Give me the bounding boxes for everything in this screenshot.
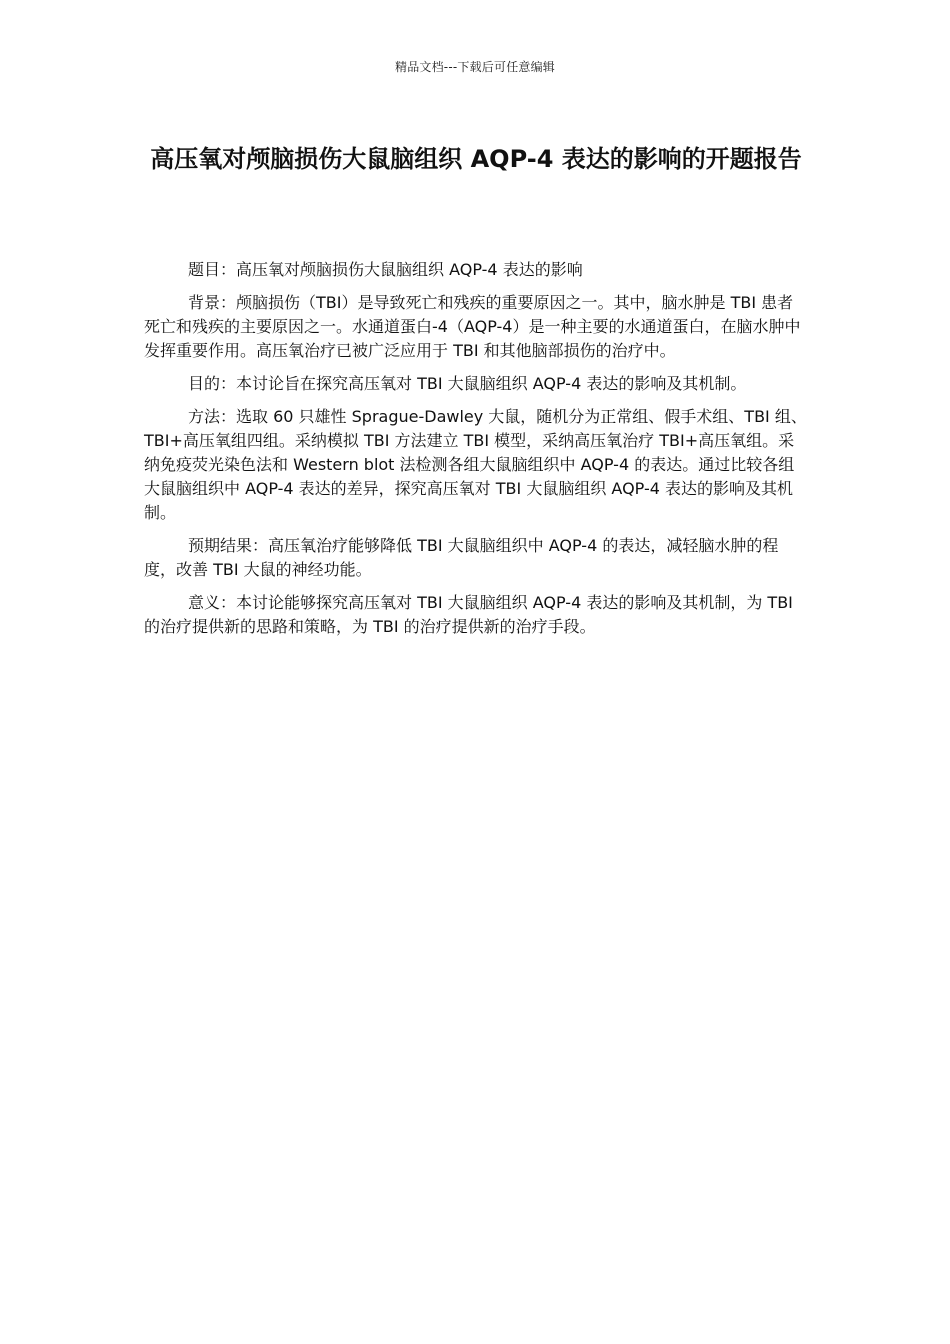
section-label: 题目： [188, 260, 237, 279]
document-body [144, 258, 808, 648]
section-purpose [144, 372, 808, 396]
section-text: 高压氧对颅脑损伤大鼠脑组织 AQP-4 表达的影响 [236, 260, 583, 279]
section-text: 颅脑损伤（TBI）是导致死亡和残疾的重要原因之一。其中，脑水肿是 TBI 患者死亡和残疾的主要原因之一。水通道蛋白-4（AQP-4）是一种主要的水通道蛋白，在脑水肿中发挥重要作用。高压氧治疗已被广泛应用于 TBI 和其他脑部损伤的治疗中。 [144, 293, 801, 360]
section-topic [144, 258, 808, 282]
section-label: 预期结果： [188, 536, 269, 555]
section-significance [144, 591, 808, 639]
section-expected-results [144, 534, 808, 582]
section-label: 背景： [188, 293, 237, 312]
header-note: 精品文档---下载后可任意编辑 [395, 60, 555, 74]
section-label: 方法： [188, 407, 237, 426]
document-title: 高压氧对颅脑损伤大鼠脑组织 AQP-4 表达的影响的开题报告 [150, 145, 802, 173]
section-label: 意义： [188, 593, 237, 612]
section-background [144, 291, 808, 363]
section-label: 目的： [188, 374, 237, 393]
section-methods [144, 405, 808, 525]
section-text: 本讨论旨在探究高压氧对 TBI 大鼠脑组织 AQP-4 表达的影响及其机制。 [236, 374, 747, 393]
section-text: 选取 60 只雄性 Sprague-Dawley 大鼠，随机分为正常组、假手术组、TBI 组、TBI+高压氧组四组。采纳模拟 TBI 方法建立 TBI 模型，采纳高压氧治疗 TBI+高压氧组。采纳免疫荧光染色法和 Western blot 法检测各组大鼠脑组织中 AQP-4 的表达。通过比较各组大鼠脑组织中 AQP-4 表达的差异，探究高压氧对 TBI 大鼠脑组织 AQP-4 表达的影响及其机制。 [144, 407, 807, 522]
section-text: 高压氧治疗能够降低 TBI 大鼠脑组织中 AQP-4 的表达，减轻脑水肿的程度，改善 TBI 大鼠的神经功能。 [144, 536, 779, 579]
section-text: 本讨论能够探究高压氧对 TBI 大鼠脑组织 AQP-4 表达的影响及其机制，为 TBI 的治疗提供新的思路和策略，为 TBI 的治疗提供新的治疗手段。 [144, 593, 793, 636]
